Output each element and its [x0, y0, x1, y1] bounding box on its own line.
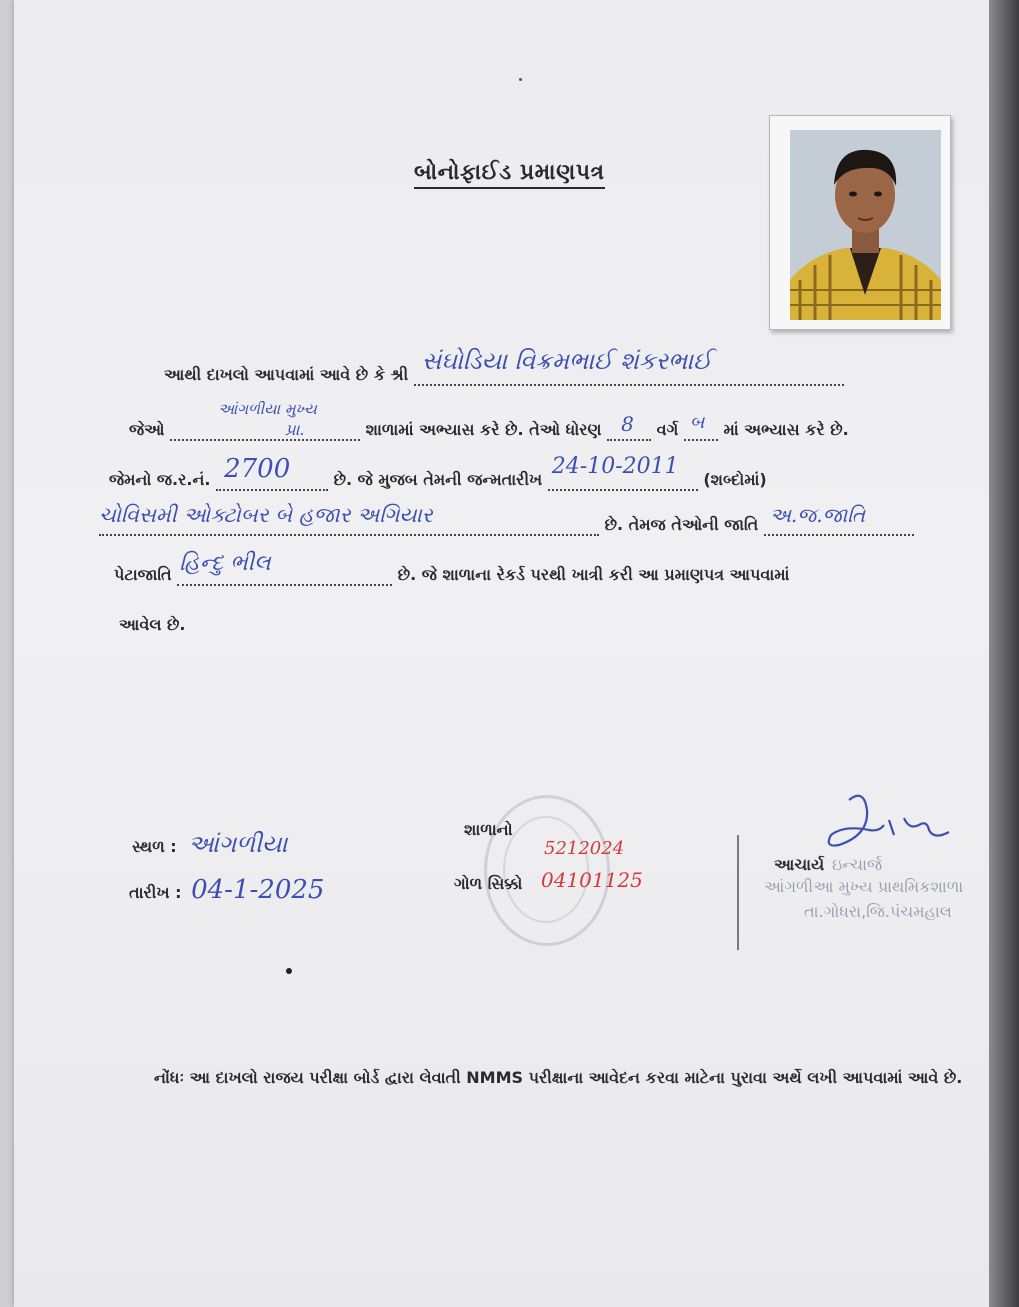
ink-speck: [286, 968, 292, 974]
certificate-line-6: આવેલ છે.: [119, 615, 186, 634]
dob-field: [548, 454, 698, 491]
line2-end: માં અભ્યાસ કરે છે.: [723, 420, 849, 439]
principal-signature: [809, 790, 959, 860]
caste-value: અ.જ.જાતિ: [769, 503, 866, 527]
line4-mid: છે. તેમજ તેઓની જાતિ: [604, 515, 759, 534]
seal-line-1: ઇન્ચાર્જ: [832, 855, 883, 874]
seal-line-3: તા.ગોધરા,જિ.પંચમહાલ: [804, 902, 952, 921]
dob-words-value: ચોવિસમી ઓક્ટોબર બે હજાર અગિયાર: [99, 503, 433, 527]
table-edge: [989, 0, 1019, 1307]
school-label-1: શાળાનો: [464, 820, 513, 839]
student-photo-frame: [769, 115, 951, 330]
certificate-title: બોનોફાઈડ પ્રમાણપત્ર: [414, 160, 605, 189]
date-row: [129, 875, 324, 905]
school-name-field: [170, 400, 360, 441]
line3-prefix: જેમનો જ.ર.નં.: [109, 470, 211, 489]
division-field: [684, 412, 718, 441]
line2-mid: શાળામાં અભ્યાસ કરે છે. તેઓ ધોરણ: [365, 420, 602, 439]
school-abbr-handwritten: પ્રા.: [285, 420, 305, 439]
certificate-paper: [14, 0, 989, 1307]
certificate-line-3: [109, 454, 767, 491]
subcaste-value: હિન્દુ ભીલ: [179, 551, 271, 576]
certificate-line-2: [129, 400, 849, 441]
division-value: બ: [689, 412, 705, 433]
stamp-handwritten-note-2: 04101125: [541, 868, 643, 892]
date-value: 04-1-2025: [191, 875, 325, 905]
line3-end: (શબ્દોમાં): [703, 470, 767, 489]
school-name-handwritten: આંગળીયા મુખ્ય: [218, 400, 317, 418]
certificate-line-1: [164, 347, 844, 386]
school-label-2: ગોળ સિક્કો: [454, 874, 523, 893]
student-photo-illustration: [790, 130, 941, 320]
student-name: સંઘોડિયા વિક્રમભાઈ શંકરભાઈ: [421, 347, 712, 375]
student-name-field: [414, 347, 844, 386]
stamp-handwritten-note-1: 5212024: [544, 838, 625, 859]
line2-jeo: જેઓ: [129, 420, 165, 439]
caste-field: [764, 503, 914, 536]
place-label: સ્થળ :: [132, 837, 177, 856]
place-row: [132, 830, 287, 858]
dob-words-field: [99, 503, 599, 536]
register-no-field: [216, 454, 328, 491]
subcaste-field: [177, 551, 392, 586]
register-no-value: 2700: [224, 454, 291, 484]
ink-speck: [519, 78, 522, 81]
line1-prefix: આથી દાખલો આપવામાં આવે છે કે શ્રી: [164, 365, 409, 384]
line3-mid: છે. જે મુજબ તેમની જન્મતારીખ: [333, 470, 543, 489]
place-value: આંગળીયા: [188, 830, 288, 858]
seal-bracket: [737, 835, 739, 950]
certificate-line-4: [99, 503, 914, 536]
footer-note: નોંધઃ આ દાખલો રાજય પરીક્ષા બોર્ડ દ્વારા લેવાતી NMMS પરીક્ષાના આવેદન કરવા માટેના પુરાવા અર્થે લખી આપવામાં આવે છે.: [154, 1068, 963, 1087]
standard-value: 8: [621, 412, 634, 436]
dob-value: 24-10-2011: [551, 454, 679, 479]
student-photo: [790, 130, 941, 320]
seal-line-2: આંગળીઆ મુખ્ય પ્રાથમિકશાળા: [764, 877, 964, 896]
principal-label: આચાર્ય: [774, 855, 825, 874]
standard-field: [607, 412, 651, 441]
line5-prefix: પેટાજાતિ: [114, 565, 172, 584]
line5-end: છે. જે શાળાના રેકર્ડ પરથી ખાત્રી કરી આ પ્રમાણપત્ર આપવામાં: [397, 565, 790, 584]
date-label: તારીખ :: [129, 883, 182, 902]
line2-varg: વર્ગ: [656, 420, 679, 439]
certificate-line-5: [114, 551, 790, 586]
